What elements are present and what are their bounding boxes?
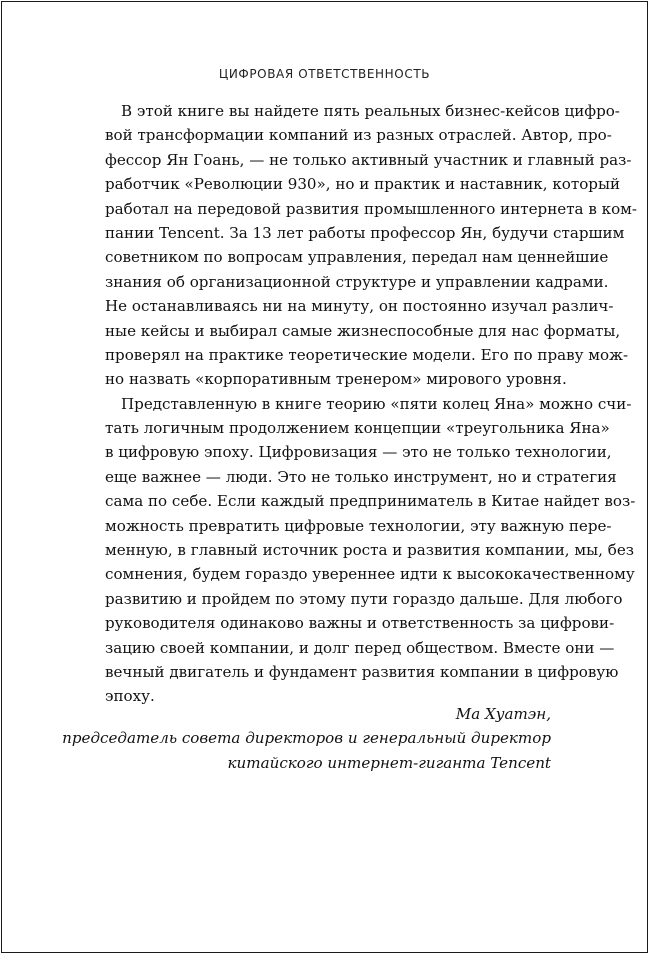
signature-title-line-2: китайского интернет-гиганта Tencent [227, 753, 551, 772]
text-line: Представленную в книге теорию «пяти колец Яна» можно счи- [121, 394, 632, 413]
text-line: работчик «Революции 930», но и практик и наставник, который [105, 175, 621, 194]
running-header: ЦИФРОВАЯ ОТВЕТСТВЕННОСТЬ [218, 67, 431, 81]
signature-block [62, 702, 551, 775]
text-line: проверял на практике теоретические модели. Его по праву мож- [105, 345, 629, 364]
body-text [105, 99, 637, 709]
text-line: менную, в главный источник роста и развития компании, мы, без [105, 541, 634, 560]
text-line: сомнения, будем гораздо увереннее идти к высококачественному [105, 565, 635, 584]
signature-name: Ма Хуатэн, [455, 705, 551, 723]
text-line: эпоху. [105, 687, 155, 706]
book-page [1, 1, 648, 953]
text-line: можность превратить цифровые технологии, эту важную пере- [105, 516, 612, 535]
text-line: советником по вопросам управления, передал нам ценнейшие [105, 248, 609, 267]
text-line: зацию своей компании, и долг перед обществом. Вместе они — [105, 638, 615, 657]
text-line: сама по себе. Если каждый предприниматель в Китае найдет воз- [105, 492, 636, 511]
text-line: еще важнее — люди. Это не только инструмент, но и стратегия [105, 467, 617, 486]
text-line: пании Tencent. За 13 лет работы профессор Ян, будучи старшим [105, 223, 625, 242]
text-line: ные кейсы и выбирал самые жизнеспособные для нас форматы, [105, 321, 621, 340]
text-line: но назвать «корпоративным тренером» мирового уровня. [105, 370, 567, 389]
text-line: работал на передовой развития промышленного интернета в ком- [105, 199, 637, 218]
text-line: В этой книге вы найдете пять реальных бизнес-кейсов цифро- [121, 102, 620, 120]
paragraph-2 [105, 392, 636, 709]
text-line: знания об организационной структуре и управлении кадрами. [105, 272, 609, 291]
text-line: развитию и пройдем по этому пути гораздо дальше. Для любого [105, 589, 623, 608]
text-line: тать логичным продолжением концепции «треугольника Яна» [105, 419, 610, 438]
text-line: в цифровую эпоху. Цифровизация — это не только технологии, [105, 443, 612, 462]
text-line: вечный двигатель и фундамент развития компании в цифровую [105, 662, 619, 681]
signature-title-line-1: председатель совета директоров и генеральный директор [62, 729, 551, 748]
text-line: фессор Ян Гоань, — не только активный участник и главный раз- [105, 150, 632, 169]
text-line: руководителя одинаково важны и ответственность за цифрови- [105, 614, 615, 633]
text-line: Не останавливаясь ни на минуту, он постоянно изучал различ- [105, 297, 614, 316]
text-line: вой трансформации компаний из разных отраслей. Автор, про- [105, 126, 612, 145]
paragraph-1 [105, 99, 637, 392]
